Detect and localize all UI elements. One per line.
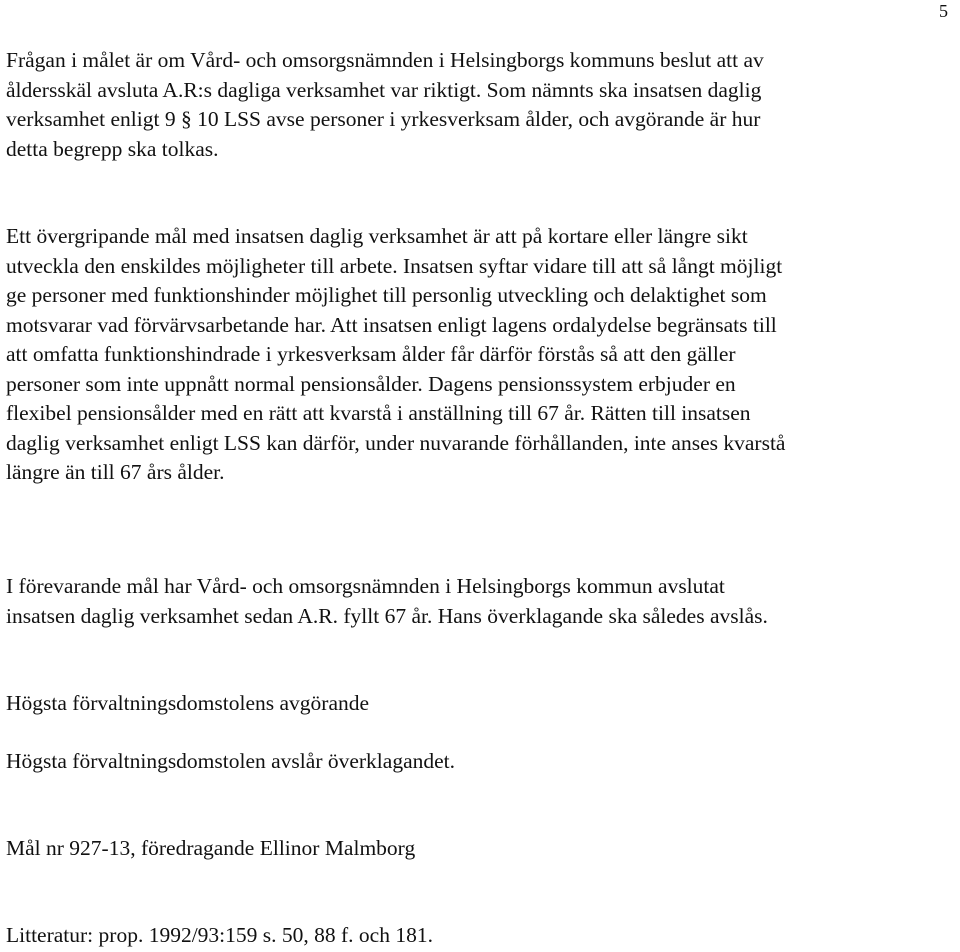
section-heading: Högsta förvaltningsdomstolens avgörande — [6, 691, 370, 715]
case-reference: Mål nr 927-13, föredragande Ellinor Malmborg — [6, 836, 416, 860]
paragraph-question: Frågan i målet är om Vård- och omsorgsnämnden i Helsingborgs kommuns beslut att av åldersskäl avsluta A.R:s dagliga verksamhet var riktigt. Som nämnts ska insatsen daglig verksamhet enligt 9 § 10 LSS avse personer i yrkesverksam ålder, och avgörande är hur detta begrepp ska tolkas. — [6, 48, 764, 161]
paragraph-reasoning: Ett övergripande mål med insatsen daglig verksamhet är att på kortare eller längre sikt utveckla den enskildes möjligheter till arbete. Insatsen syftar vidare till att så långt möjligt ge personer med funktionshinder möjlighet till personlig utveckling och delaktighet som motsvarar vad förvärvsarbetande har. Att insatsen enligt lagens ordalydelse begränsats till att omfatta funktionshindrade i yrkesverksam ålder får därför förstås så att den gäller personer som inte uppnått normal pensionsålder. Dagens pensionssystem erbjuder en flexibel pensionsålder med en rätt att kvarstå i anställning till 67 år. Rätten till insatsen daglig verksamhet enligt LSS kan därför, under nuvarande förhållanden, inte anses kvarstå längre än till 67 års ålder. — [6, 224, 786, 484]
literature-reference: Litteratur: prop. 1992/93:159 s. 50, 88 f. och 181. — [6, 923, 433, 947]
paragraph-conclusion: I förevarande mål har Vård- och omsorgsnämnden i Helsingborgs kommun avslutat insatsen daglig verksamhet sedan A.R. fyllt 67 år. Hans överklagande ska således avslås. — [6, 574, 768, 628]
paragraph-ruling: Högsta förvaltningsdomstolen avslår överklagandet. — [6, 749, 456, 773]
page-number: 5 — [939, 1, 948, 21]
